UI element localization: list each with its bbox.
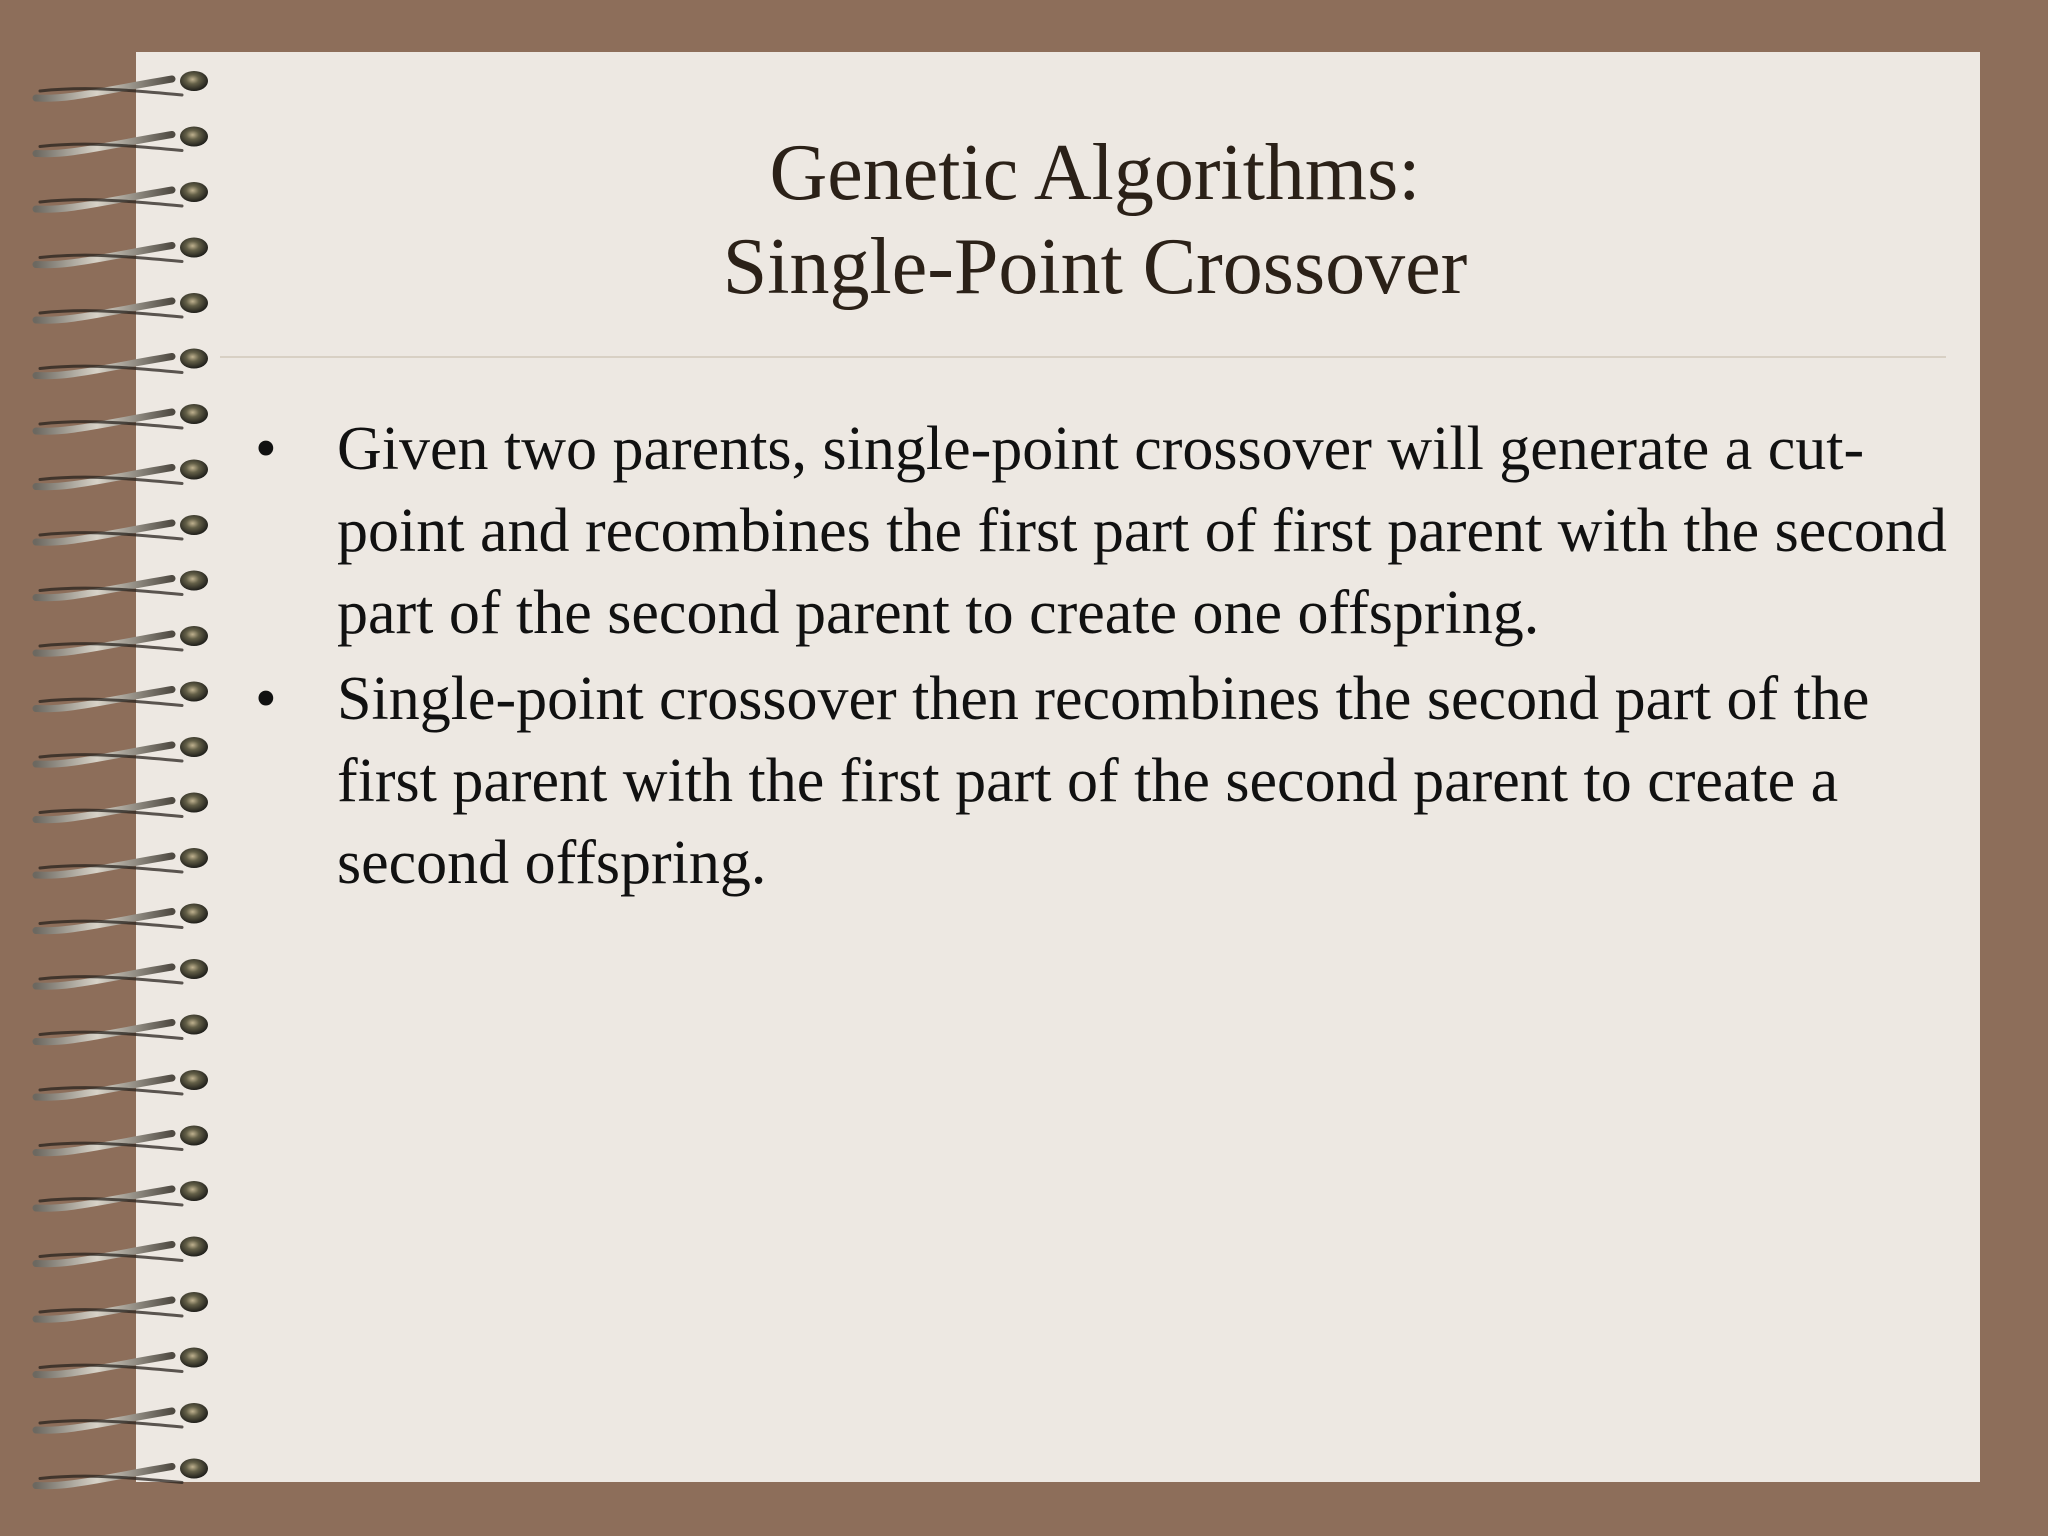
bullet-point-icon: • — [255, 665, 277, 733]
spiral-ring-icon — [36, 571, 208, 598]
spiral-ring-icon — [36, 1126, 208, 1153]
spiral-ring-icon — [36, 626, 208, 653]
spiral-ring-icon — [36, 515, 208, 542]
slide-title — [136, 126, 2048, 314]
spiral-ring-icon — [36, 1237, 208, 1264]
spiral-ring-icon — [36, 959, 208, 986]
spiral-ring-icon — [36, 349, 208, 376]
spiral-ring-icon — [36, 1348, 208, 1375]
bullet-point-icon: • — [255, 415, 277, 483]
bullet-list — [255, 408, 1955, 908]
spiral-ring-icon — [36, 1403, 208, 1430]
spiral-ring-icon — [36, 682, 208, 709]
title-line-2: Single-Point Crossover — [722, 223, 1468, 311]
bullet-item-1 — [255, 408, 1955, 654]
spiral-ring-icon — [36, 1070, 208, 1097]
bullet-item-2 — [255, 658, 1955, 904]
spiral-ring-icon — [36, 404, 208, 431]
spiral-ring-icon — [36, 848, 208, 875]
spiral-ring-icon — [36, 71, 208, 98]
bullet-text-2: Single-point crossover then recombines the second part of the first parent with the first part of the second parent to create a second offspring. — [337, 665, 1870, 897]
spiral-ring-icon — [36, 793, 208, 820]
spiral-ring-icon — [36, 904, 208, 931]
spiral-ring-icon — [36, 1181, 208, 1208]
spiral-ring-icon — [36, 460, 208, 487]
title-line-1: Genetic Algorithms: — [769, 129, 1421, 217]
spiral-ring-icon — [36, 1459, 208, 1486]
spiral-ring-icon — [36, 1292, 208, 1319]
bullet-text-1: Given two parents, single-point crossover will generate a cut-point and recombines the first part of first parent with the second part of the second parent to create one offspring. — [337, 415, 1947, 647]
title-divider — [220, 356, 1946, 358]
spiral-ring-icon — [36, 737, 208, 764]
spiral-ring-icon — [36, 1015, 208, 1042]
